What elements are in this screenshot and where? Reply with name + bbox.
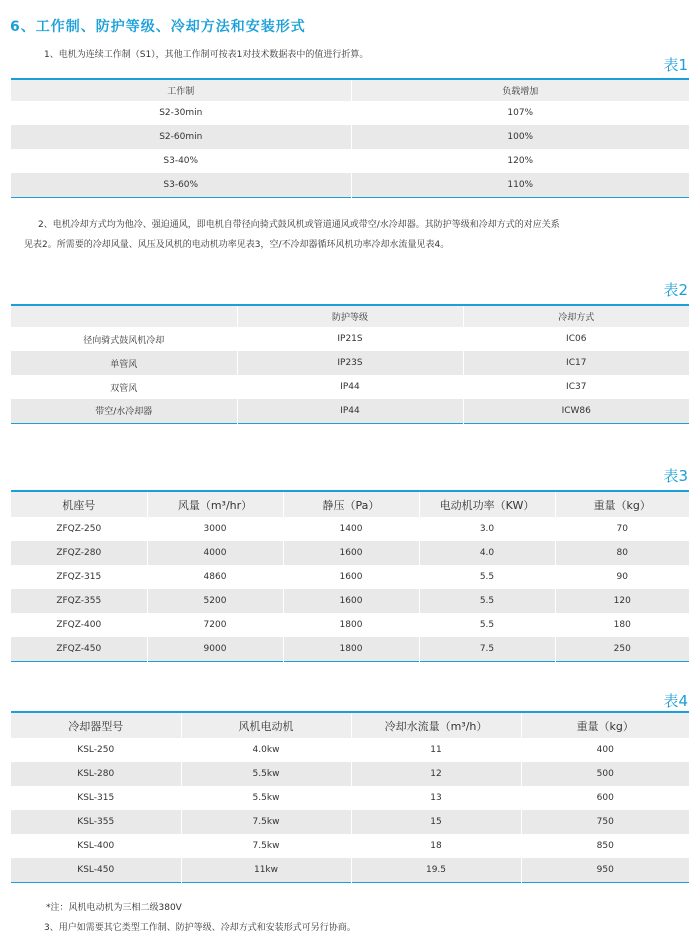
table-header-cell: 重量（kg） bbox=[521, 712, 689, 738]
table-row bbox=[11, 858, 689, 882]
table-cell: 1400 bbox=[283, 517, 419, 541]
table-cell: ZFQZ-250 bbox=[56, 524, 102, 534]
table-cell: KSL-355 bbox=[11, 810, 181, 834]
table-cell: 250 bbox=[555, 637, 689, 661]
table-cell: 7.5kw bbox=[181, 810, 351, 834]
table-cell: 9000 bbox=[147, 637, 283, 661]
table-cell: 15 bbox=[351, 810, 521, 834]
table-cell: 5.5 bbox=[419, 589, 555, 613]
table-cell: 80 bbox=[555, 541, 689, 565]
table-cell: 1600 bbox=[283, 565, 419, 589]
table-header-cell: 风机电动机 bbox=[181, 712, 351, 738]
table-header-cell: 工作制 bbox=[11, 79, 351, 101]
table-cell: IP23S bbox=[237, 351, 463, 375]
table-cell: 4.0 bbox=[419, 541, 555, 565]
table-cell: KSL-450 bbox=[11, 858, 181, 882]
table-cell: ZFQZ-450 bbox=[11, 637, 147, 661]
table-cell: 3.0 bbox=[419, 517, 555, 541]
table-row bbox=[11, 351, 689, 375]
table-cell: 1600 bbox=[283, 541, 419, 565]
table-row bbox=[11, 375, 689, 399]
table-cell: 11 bbox=[351, 738, 521, 762]
table-cell: ZFQZ-280 bbox=[11, 541, 147, 565]
table-row bbox=[11, 565, 689, 589]
table4-label: 表4 bbox=[663, 692, 688, 710]
table-cell: 19.5 bbox=[351, 858, 521, 882]
table-row bbox=[11, 637, 689, 661]
table-cell: S2-60min bbox=[11, 125, 351, 149]
table-cell: 180 bbox=[555, 613, 689, 637]
table-cell: 500 bbox=[521, 762, 689, 786]
table-cell: 400 bbox=[521, 738, 689, 762]
table-cell: ICW86 bbox=[463, 399, 689, 423]
table-cell: KSL-315 bbox=[77, 793, 115, 803]
table-cell: 双管风 bbox=[110, 383, 138, 394]
table-cell: KSL-400 bbox=[77, 841, 115, 851]
table-1 bbox=[11, 78, 689, 198]
paragraph-2-line-2: 见表2。所需要的冷却风量、风压及风机的电动机功率见表3，空/不冷却器循环风机功率冷却水流量见表4。 bbox=[24, 240, 450, 250]
table-cell: IC06 bbox=[463, 327, 689, 351]
section-heading: 6、工作制、防护等级、冷却方法和安装形式 bbox=[10, 19, 306, 35]
table1-label: 表1 bbox=[663, 56, 688, 74]
table-row bbox=[11, 613, 689, 637]
table-cell: 600 bbox=[521, 786, 689, 810]
table-header-cell bbox=[11, 305, 237, 327]
table-header-row bbox=[11, 79, 689, 101]
table-cell: S2-30min bbox=[159, 108, 203, 118]
table-cell: 850 bbox=[521, 834, 689, 858]
table-row bbox=[11, 125, 689, 149]
table-row bbox=[11, 541, 689, 565]
table-cell: 带空/水冷却器 bbox=[11, 399, 237, 423]
table-row bbox=[11, 786, 689, 810]
table2-label: 表2 bbox=[663, 281, 688, 299]
table-header-cell: 冷却器型号 bbox=[11, 712, 181, 738]
table-row bbox=[11, 810, 689, 834]
table-cell: IP44 bbox=[237, 399, 463, 423]
table-cell: 107% bbox=[351, 101, 689, 125]
table-cell: 18 bbox=[351, 834, 521, 858]
table-cell: 12 bbox=[351, 762, 521, 786]
table-header-row bbox=[11, 491, 689, 517]
paragraph-2-line-1: 2、电机冷却方式均为他冷、强迫通风，即电机自带径向骑式鼓风机或管道通风或带空/水冷却器。其防护等级和冷却方式的对应关系 bbox=[38, 220, 560, 230]
table-header-cell: 重量（kg） bbox=[555, 491, 689, 517]
table-header-cell: 静压（Pa） bbox=[283, 491, 419, 517]
table-row bbox=[11, 517, 689, 541]
table-cell: 5.5kw bbox=[181, 786, 351, 810]
table-cell: 7.5 bbox=[419, 637, 555, 661]
table-cell: IC17 bbox=[463, 351, 689, 375]
table-cell: 4.0kw bbox=[181, 738, 351, 762]
table-cell: 4000 bbox=[147, 541, 283, 565]
table-cell: IC37 bbox=[463, 375, 689, 399]
table-cell: 1600 bbox=[283, 589, 419, 613]
table-row bbox=[11, 834, 689, 858]
table-cell: 单管风 bbox=[11, 351, 237, 375]
table-cell: 750 bbox=[521, 810, 689, 834]
table-cell: 110% bbox=[351, 173, 689, 197]
table-row bbox=[11, 101, 689, 125]
table-cell: 90 bbox=[555, 565, 689, 589]
table-row bbox=[11, 762, 689, 786]
table-header-cell: 防护等级 bbox=[237, 305, 463, 327]
table-cell: 3000 bbox=[147, 517, 283, 541]
table-3 bbox=[11, 490, 689, 662]
table-cell: ZFQZ-315 bbox=[56, 572, 102, 582]
table-cell: IP44 bbox=[237, 375, 463, 399]
table-row bbox=[11, 738, 689, 762]
table-cell: 100% bbox=[351, 125, 689, 149]
table-header-cell: 负载增加 bbox=[351, 79, 689, 101]
table-cell: 120 bbox=[555, 589, 689, 613]
table-header-cell: 冷却水流量（m³/h） bbox=[351, 712, 521, 738]
table-cell: 11kw bbox=[181, 858, 351, 882]
table-cell: 4860 bbox=[147, 565, 283, 589]
table-header-cell: 冷却方式 bbox=[463, 305, 689, 327]
table-row bbox=[11, 173, 689, 197]
table-cell: 径向骑式鼓风机冷却 bbox=[83, 335, 165, 346]
table-cell: KSL-280 bbox=[11, 762, 181, 786]
paragraph-1: 1、电机为连续工作制（S1），其他工作制可按表1对技术数据表中的值进行折算。 bbox=[44, 50, 369, 60]
table-header-row bbox=[11, 305, 689, 327]
table-4 bbox=[11, 711, 689, 883]
table-header-cell: 风量（m³/hr） bbox=[147, 491, 283, 517]
table-row bbox=[11, 149, 689, 173]
table-row bbox=[11, 589, 689, 613]
table-cell: 120% bbox=[351, 149, 689, 173]
table-cell: 5.5 bbox=[419, 613, 555, 637]
table-cell: 70 bbox=[555, 517, 689, 541]
table-row bbox=[11, 327, 689, 351]
table-cell: 5.5kw bbox=[181, 762, 351, 786]
table-cell: S3-60% bbox=[11, 173, 351, 197]
table-cell: 1800 bbox=[283, 613, 419, 637]
table-cell: 950 bbox=[521, 858, 689, 882]
footnote: *注：风机电动机为三相二级380V bbox=[46, 903, 182, 913]
table-header-row bbox=[11, 712, 689, 738]
table-cell: ZFQZ-400 bbox=[56, 620, 102, 630]
table-row bbox=[11, 399, 689, 423]
table-cell: 5200 bbox=[147, 589, 283, 613]
table-header-cell: 机座号 bbox=[11, 491, 147, 517]
table-cell: S3-40% bbox=[163, 156, 199, 166]
table3-label: 表3 bbox=[663, 467, 688, 485]
paragraph-3: 3、用户如需要其它类型工作制、防护等级、冷却方式和安装形式可另行协商。 bbox=[44, 923, 356, 933]
table-cell: 5.5 bbox=[419, 565, 555, 589]
table-cell: ZFQZ-355 bbox=[11, 589, 147, 613]
table-cell: 13 bbox=[351, 786, 521, 810]
table-header-cell: 电动机功率（KW） bbox=[419, 491, 555, 517]
table-cell: 7.5kw bbox=[181, 834, 351, 858]
table-cell: KSL-250 bbox=[77, 745, 115, 755]
table-cell: IP21S bbox=[237, 327, 463, 351]
table-cell: 1800 bbox=[283, 637, 419, 661]
table-2 bbox=[11, 304, 689, 424]
table-cell: 7200 bbox=[147, 613, 283, 637]
